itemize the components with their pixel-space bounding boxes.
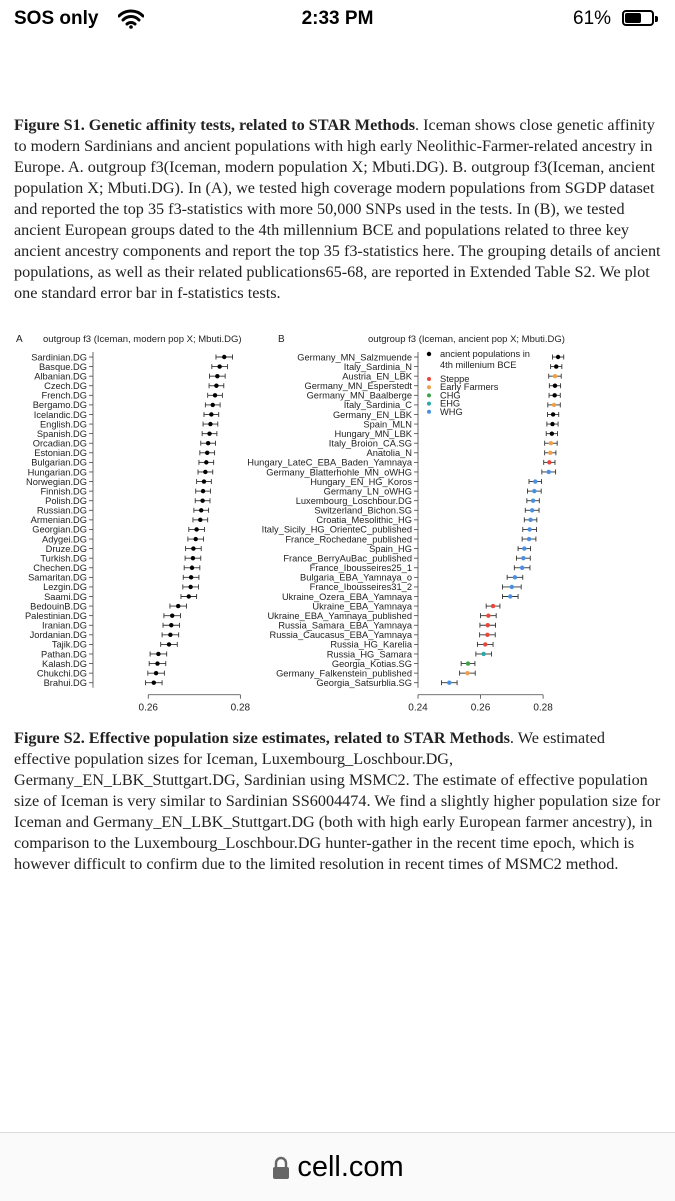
category-label: France_BerryAuBac_published (283, 553, 412, 564)
data-point (200, 499, 204, 503)
legend-marker (427, 385, 431, 389)
category-label: Switzerland_Bichon.SG (314, 505, 412, 516)
data-point (222, 355, 226, 359)
data-point (154, 671, 158, 675)
category-label: Germany_MN_Salzmuende (297, 352, 412, 363)
data-point (156, 652, 160, 656)
category-label: Germany_Falkenstein_published (276, 668, 412, 679)
category-label: BedouinB.DG (30, 601, 87, 612)
category-label: Estonian.DG (34, 448, 87, 459)
category-label: Georgia_Satsurblia.SG (316, 678, 412, 689)
category-label: Russian.DG (36, 505, 87, 516)
data-point (483, 642, 487, 646)
data-point (486, 613, 490, 617)
x-tick-label-B: 0.26 (470, 702, 491, 714)
data-point (553, 374, 557, 378)
url-domain[interactable]: cell.com (297, 1151, 404, 1183)
panel-label-B: B (278, 334, 285, 345)
category-label: Italy_Sicily_HG_OrienteC_published (261, 524, 412, 535)
data-point (203, 470, 207, 474)
data-point (528, 518, 532, 522)
data-point (551, 412, 555, 416)
figure-s1-charts (0, 330, 675, 720)
legend-entry: Early Farmers (440, 382, 499, 393)
data-point (556, 355, 560, 359)
category-label: Basque.DG (38, 361, 87, 372)
data-point (211, 403, 215, 407)
category-label: Germany_Blatterhohle_MN_oWHG (266, 467, 412, 478)
category-label: Palestinian.DG (24, 610, 87, 621)
category-label: Russia_Caucasus_EBA_Yamnaya (269, 630, 412, 641)
data-point (190, 566, 194, 570)
category-label: Spanish.DG (36, 428, 87, 439)
category-label: Croatia_Mesolithic_HG (316, 515, 412, 526)
legend-entry: WHG (440, 406, 463, 417)
category-label: Finnish.DG (40, 486, 87, 497)
battery-percent: 61% (573, 8, 612, 29)
category-label: Turkish.DG (40, 553, 87, 564)
category-label: Polish.DG (45, 496, 87, 506)
category-label: English.DG (39, 419, 87, 430)
data-point (199, 508, 203, 512)
clock: 2:33 PM (301, 8, 374, 29)
data-point (208, 422, 212, 426)
category-label: Iranian.DG (42, 620, 87, 631)
data-point (552, 403, 556, 407)
legend-marker (427, 377, 431, 381)
panel-label-A: A (16, 334, 23, 345)
category-label: Ukraine_EBA_Yamnaya_published (267, 610, 412, 621)
data-point (513, 575, 517, 579)
category-label: Samaritan.DG (28, 572, 87, 583)
data-point (548, 451, 552, 455)
category-label: Italy_Sardinia_N (343, 361, 412, 372)
legend-marker (427, 410, 431, 414)
category-label: Germany_MN_Baalberge (306, 390, 412, 401)
legend-entry: Steppe (440, 374, 470, 384)
data-point (155, 661, 159, 665)
data-point (168, 633, 172, 637)
data-point (170, 613, 174, 617)
category-label: Italy_Broion_CA.SG (328, 438, 412, 449)
category-label: Austria_EN_LBK (342, 371, 412, 382)
data-point (188, 585, 192, 589)
data-point (194, 527, 198, 531)
data-point (201, 489, 205, 493)
data-point (521, 556, 525, 560)
data-point (550, 431, 554, 435)
data-point (554, 364, 558, 368)
data-point (530, 508, 534, 512)
category-label: Germany_EN_LBK (332, 409, 412, 420)
data-point (520, 566, 524, 570)
data-point (486, 623, 490, 627)
category-label: Tajik.DG (51, 639, 87, 650)
data-point (527, 537, 531, 541)
figure-s2-body: . We estimated effective population sizes for Iceman, Luxembourg_Loschbour.DG, Germany_EN_LBK_Stuttgart.DG, Sardinian using MSMC2. The estimate of effective population size of Iceman is very similar to Sardinian SS6004474. We find a slightly higher population size for Iceman and Germany_EN_LBK_Stuttgart.DG (both with high early European farmer ancestry), in comparison to the Luxembourg_Loschbour.DG hunter-gather in the recent time epoch, which is however difficult to confirm due to the limited resolution in recent times of MSMC2 method. (14, 729, 661, 873)
category-label: Jordanian.DG (29, 630, 87, 641)
battery-level (625, 13, 641, 23)
category-label: Hungary_LateC_EBA_Baden_Yamnaya (247, 457, 412, 468)
category-label: Spain_HG (369, 543, 412, 554)
battery-icon (622, 10, 654, 26)
data-point (552, 393, 556, 397)
category-label: Norwegian.DG (26, 476, 87, 487)
data-point (176, 604, 180, 608)
category-label: Ukraine_Ozera_EBA_Yamnaya (281, 591, 412, 602)
data-point (193, 537, 197, 541)
category-label: Hungarian.DG (27, 467, 87, 478)
category-label: Bergamo.DG (32, 400, 87, 411)
data-point (152, 681, 156, 685)
data-point (533, 479, 537, 483)
data-point (465, 671, 469, 675)
data-point (209, 412, 213, 416)
data-point (447, 681, 451, 685)
category-label: Saami.DG (44, 591, 87, 602)
category-label: Russia_HG_Samara (326, 649, 412, 660)
category-label: Lezgin.DG (43, 582, 87, 593)
data-point (532, 489, 536, 493)
category-label: Pathan.DG (41, 649, 87, 660)
legend-header: 4th millenium BCE (440, 360, 517, 370)
category-label: French.DG (41, 390, 87, 401)
data-point (214, 384, 218, 388)
category-label: Bulgarian.DG (31, 457, 87, 468)
lock-icon (271, 1156, 291, 1180)
figure-s1-body: . Iceman shows close genetic affinity to modern Sardinians and ancient populations with high early Neolithic-Farmer-related ancestry in Europe. A. outgroup f3(Iceman, modern population X; Mbuti.DG). B. outgroup f3(Iceman, ancient population X; Mbuti.DG). In (A), we tested high coverage modern populations from SGDP dataset and reported the top 35 f3-statistics with more 50,000 SNPs used in the tests. In (B), we tested ancient European groups dated to the 4th millennium BCE and populations related to three key ancient ancestry components and report the top 35 f3-statistics here. The grouping details of ancient populations, as well as their related publications65-68, are reported in Extended Table S2. We plot one standard error bar in f-statistics tests. (14, 116, 661, 302)
status-bar (0, 0, 675, 40)
legend-entry: CHG (440, 390, 461, 401)
data-point (527, 527, 531, 531)
data-point (549, 441, 553, 445)
legend-entry: EHG (440, 398, 461, 409)
legend-marker (427, 393, 431, 397)
category-label: Brahui.DG (43, 678, 87, 689)
category-label: Ukraine_EBA_Yamnaya (312, 601, 412, 612)
data-point (466, 661, 470, 665)
category-label: Spain_MLN (363, 419, 412, 430)
data-point (198, 518, 202, 522)
category-label: France_Ibousseires31_2 (309, 582, 412, 593)
data-point (510, 585, 514, 589)
data-point (553, 384, 557, 388)
legend-header: ancient populations in (440, 349, 530, 359)
category-label: Chukchi.DG (36, 668, 87, 679)
data-point (217, 364, 221, 368)
category-label: Kalash.DG (42, 658, 87, 669)
data-point (191, 546, 195, 550)
data-point (189, 575, 193, 579)
category-label: France_Ibousseires25_1 (309, 563, 412, 574)
legend-marker (427, 352, 431, 356)
data-point (204, 460, 208, 464)
data-point (547, 470, 551, 474)
data-point (550, 422, 554, 426)
data-point (169, 623, 173, 627)
category-label: Anatolia_N (366, 448, 412, 459)
data-point (508, 594, 512, 598)
chart-title-A: outgroup f3 (Iceman, modern pop X; Mbuti.DG) (43, 334, 242, 345)
category-label: Italy_Sardinia_C (343, 400, 412, 411)
figure-s1-caption (14, 115, 664, 304)
category-label: Bulgaria_EBA_Yamnaya_o (300, 572, 412, 583)
data-point (491, 604, 495, 608)
data-point (531, 499, 535, 503)
category-label: France_Rochedane_published (285, 534, 412, 545)
category-label: Armenian.DG (30, 515, 87, 526)
data-point (206, 441, 210, 445)
category-label: Hungary_MN_LBK (334, 428, 412, 439)
data-point (187, 594, 191, 598)
category-label: Luxembourg_Loschbour.DG (295, 496, 412, 506)
figure-s2-heading: . Effective population size estimates, related to STAR Methods (80, 729, 510, 747)
data-point (205, 451, 209, 455)
data-point (522, 546, 526, 550)
category-label: Hungary_EN_HG_Koros (310, 476, 412, 487)
x-tick-label-B: 0.24 (408, 702, 428, 714)
figure-s2-caption (14, 728, 664, 875)
data-point (213, 393, 217, 397)
x-tick-label-A: 0.26 (138, 702, 158, 714)
category-label: Icelandic.DG (33, 409, 87, 420)
data-point (207, 431, 211, 435)
x-tick-label-A: 0.28 (230, 702, 251, 714)
category-label: Druze.DG (45, 543, 87, 554)
category-label: Russia_HG_Karelia (330, 639, 412, 650)
figure-s1-heading: . Genetic affinity tests, related to STAR Methods (80, 116, 416, 134)
category-label: Sardinian.DG (31, 352, 87, 363)
category-label: Adygei.DG (42, 534, 87, 545)
category-label: Czech.DG (44, 381, 87, 392)
category-label: Albanian.DG (34, 371, 87, 382)
category-label: Georgian.DG (32, 524, 87, 535)
chart-title-B: outgroup f3 (Iceman, ancient pop X; Mbuti.DG) (368, 334, 565, 345)
x-tick-label-B: 0.28 (533, 702, 553, 714)
carrier-label: SOS only (14, 8, 99, 29)
data-point (485, 633, 489, 637)
category-label: Germany_MN_Esperstedt (304, 381, 412, 392)
data-point (215, 374, 219, 378)
data-point (202, 479, 206, 483)
browser-address-bar[interactable] (0, 1132, 675, 1201)
data-point (547, 460, 551, 464)
category-label: Germany_LN_oWHG (323, 486, 412, 497)
data-point (481, 652, 485, 656)
category-label: Orcadian.DG (32, 438, 87, 449)
data-point (167, 642, 171, 646)
figure-s2-title: Figure S2 (14, 729, 81, 747)
category-label: Russia_Samara_EBA_Yamnaya (278, 620, 412, 631)
category-label: Georgia_Kotias.SG (331, 658, 412, 669)
legend-marker (427, 402, 431, 406)
category-label: Chechen.DG (33, 563, 87, 574)
data-point (191, 556, 195, 560)
figure-s1-title: Figure S1 (14, 116, 81, 134)
